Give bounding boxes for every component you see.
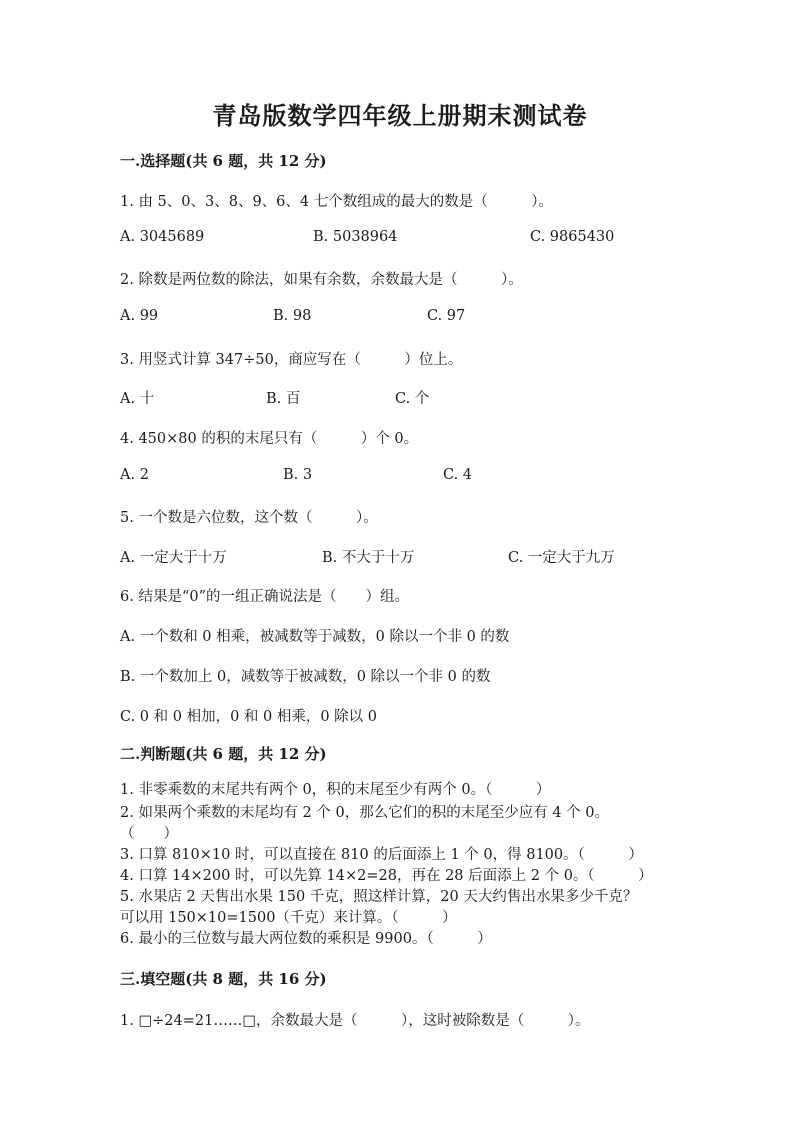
s1-q1-option-a: A. 3045689	[120, 229, 205, 245]
s1-q3-text: 3. 用竖式计算 347÷50，商应写在（ ）位上。	[120, 352, 463, 368]
section-3-heading: 三.填空题(共 8 题，共 16 分)	[120, 970, 327, 988]
s1-q2-text: 2. 除数是两位数的除法，如果有余数，余数最大是（ ）。	[120, 272, 523, 288]
s1-q3-option-c: C. 个	[395, 391, 430, 407]
s1-q5-option-c: C. 一定大于九万	[508, 550, 615, 566]
s1-q3-option-b: B. 百	[266, 391, 301, 407]
s3-q1-text: 1. □÷24=21……□，余数最大是（ ），这时被除数是（ ）。	[120, 1013, 590, 1029]
section-2-heading: 二.判断题(共 6 题，共 12 分)	[120, 745, 327, 763]
s1-q6-option-a: A. 一个数和 0 相乘，被减数等于减数，0 除以一个非 0 的数	[120, 629, 510, 645]
s2-item-3: 3. 口算 810×10 时，可以直接在 810 的后面添上 1 个 0，得 8100。（ ）	[120, 847, 643, 863]
s1-q1-option-b: B. 5038964	[313, 229, 398, 245]
s1-q4-option-b: B. 3	[283, 467, 313, 483]
s1-q1-text: 1. 由 5、0、3、8、9、6、4 七个数组成的最大的数是（ ）。	[120, 194, 553, 210]
s1-q4-option-c: C. 4	[443, 467, 473, 483]
s1-q2-option-c: C. 97	[427, 308, 466, 324]
exam-title: 青岛版数学四年级上册期末测试卷	[212, 101, 588, 130]
s2-item-2-blank: （ ）	[120, 826, 178, 842]
s1-q2-option-b: B. 98	[273, 308, 312, 324]
s2-item-5: 5. 水果店 2 天售出水果 150 千克，照这样计算，20 天大约售出水果多少千克？	[120, 889, 638, 905]
s1-q4-text: 4. 450×80 的积的末尾只有（ ）个 0。	[120, 431, 419, 447]
s1-q6-option-c: C. 0 和 0 相加，0 和 0 相乘，0 除以 0	[120, 709, 378, 725]
s1-q5-option-b: B. 不大于十万	[322, 550, 415, 566]
s1-q2-option-a: A. 99	[120, 308, 159, 324]
s2-item-6: 6. 最小的三位数与最大两位数的乘积是 9900。（ ）	[120, 931, 492, 947]
s1-q6-option-b: B. 一个数加上 0，减数等于被减数，0 除以一个非 0 的数	[120, 669, 491, 685]
section-1-heading: 一.选择题(共 6 题，共 12 分)	[120, 152, 327, 170]
s2-item-2: 2. 如果两个乘数的末尾均有 2 个 0，那么它们的积的末尾至少应有 4 个 0。	[120, 805, 609, 821]
s2-item-1: 1. 非零乘数的末尾共有两个 0，积的末尾至少有两个 0。（ ）	[120, 782, 551, 798]
s1-q6-text: 6. 结果是“0”的一组正确说法是（ ）组。	[120, 589, 409, 605]
s2-item-5-cont: 可以用 150×10=1500（千克）来计算。（ ）	[120, 910, 457, 926]
s1-q5-text: 5. 一个数是六位数，这个数（ ）。	[120, 510, 378, 526]
s1-q4-option-a: A. 2	[120, 467, 149, 483]
s2-item-4: 4. 口算 14×200 时，可以先算 14×2=28，再在 28 后面添上 2 个 0。（ ）	[120, 868, 653, 884]
s1-q1-option-c: C. 9865430	[530, 229, 615, 245]
s1-q3-option-a: A. 十	[120, 391, 155, 407]
s1-q5-option-a: A. 一定大于十万	[120, 550, 227, 566]
